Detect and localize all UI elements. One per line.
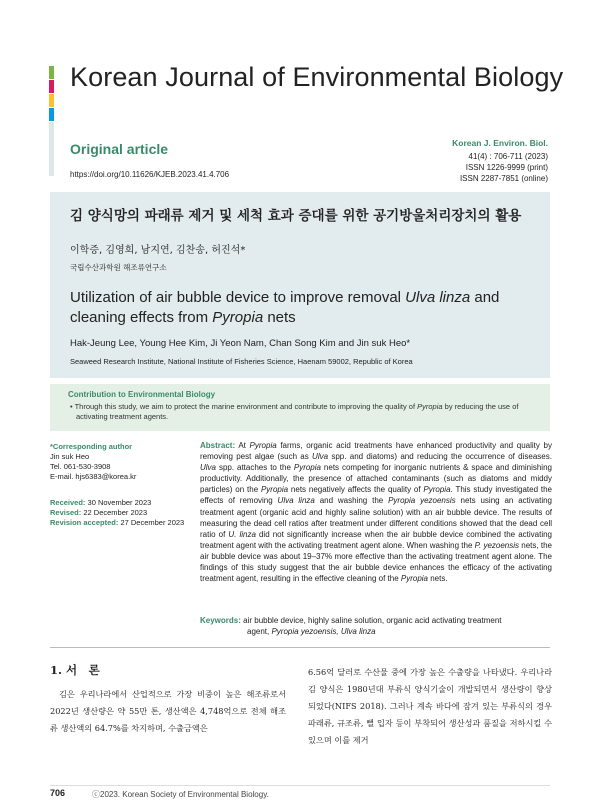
accent-bar-green bbox=[49, 66, 54, 79]
footer-divider bbox=[50, 785, 550, 786]
page-number: 706 bbox=[50, 788, 66, 798]
journal-info bbox=[452, 138, 548, 184]
abstract: Abstract: At Pyropia farms, organic acid treatments have enhanced productivity and quality by removing pest algae (such as Ulva spp. and diatoms) and reducing the occurrence of diseases. Ulva spp. attaches to the Pyropia nets competing for inorganic nutrients & space and diminishing productivity. Additionally, the presence of attached contaminants (such as diatoms and middy particles) on the Pyropia nets negatively affects the quality of Pyropia. This study investigated the effects of removing Ulva linza and washing the Pyropia yezoensis nets using an activating treatment agent (organic acid and highly saline solution) with an air bubble device. The results of measuring the dead cell ratios after treatment under different conditions showed that the dead cell ratio of U. linza did not significantly increase when the air bubble device combined the activating treatment agent with the activating treatment agent alone. When washing the P. yezoensis nets, the air bubble device was about 19–37% more effective than the activating treatment agent alone. The findings of this study suggest that the air bubble device enhances the efficacy of the activating treatment agent, resulting in the effective cleaning of the Pyropia nets. bbox=[200, 441, 552, 584]
revised-date: Revised: 22 December 2023 bbox=[50, 508, 148, 517]
corresponding-author-label: *Corresponding author bbox=[50, 442, 133, 451]
received-date: Received: 30 November 2023 bbox=[50, 498, 152, 507]
korean-authors: 이학증, 김영희, 남지연, 김찬송, 허진석* bbox=[70, 245, 246, 256]
english-authors: Hak-Jeung Lee, Young Hee Kim, Ji Yeon Nam, Chan Song Kim and Jin suk Heo* bbox=[70, 338, 411, 349]
copyright-notice: ⓒ2023. Korean Society of Environmental Biology. bbox=[92, 790, 269, 799]
korean-title: 김 양식망의 파래류 제거 및 세척 효과 증대를 위한 공기방울처리장치의 활용 bbox=[70, 208, 522, 224]
corresponding-author-tel: Tel. 061-530-3908 bbox=[50, 462, 111, 471]
article-type: Original article bbox=[70, 141, 169, 157]
english-affiliation: Seaweed Research Institute, National Institute of Fisheries Science, Haenam 59002, Republic of Korea bbox=[70, 357, 413, 366]
doi-link[interactable]: https://doi.org/10.11626/KJEB.2023.41.4.706 bbox=[70, 170, 230, 179]
journal-accent-bar bbox=[49, 66, 54, 176]
contribution-heading: Contribution to Environmental Biology bbox=[68, 390, 216, 399]
english-title: Utilization of air bubble device to improve removal Ulva linza and cleaning effects from Pyropia nets bbox=[70, 289, 500, 326]
accent-bar-yellow bbox=[49, 94, 54, 107]
korean-affiliation: 국립수산과학원 해조류연구소 bbox=[70, 263, 167, 272]
section-divider bbox=[50, 647, 550, 648]
journal-abbreviation: Korean J. Environ. Biol. bbox=[452, 138, 548, 148]
keywords: Keywords: air bubble device, highly saline solution, organic acid activating treatment agent, Pyropia yezoensis, Ulva linza bbox=[200, 616, 502, 636]
corresponding-author-email[interactable]: E-mail. hjs6383@korea.kr bbox=[50, 472, 137, 481]
section-heading-introduction: 1. 서 론 bbox=[50, 663, 100, 677]
corresponding-author-name: Jin suk Heo bbox=[50, 452, 90, 461]
article-sidebar bbox=[50, 442, 190, 528]
journal-title: Korean Journal of Environmental Biology bbox=[70, 62, 564, 92]
body-text-left: 김은 우리나라에서 산업적으로 가장 비중이 높은 해조류로서 2022년 생산량은 약 55만 톤, 생산액은 4,748억으로 전체 해조류 생산액의 64.7%를 차지하며, 수출금액은 bbox=[50, 689, 286, 733]
accent-bar-light bbox=[49, 122, 54, 176]
title-block bbox=[50, 192, 550, 378]
accepted-date: Revision accepted: 27 December 2023 bbox=[50, 518, 185, 527]
contribution-box bbox=[50, 384, 550, 431]
issn-print: ISSN 1226-9999 (print) bbox=[465, 163, 548, 172]
body-text-right: 6.56억 달러로 수산물 중에 가장 높은 수출량을 나타냈다. 우리나라 김 양식은 1980년대 부류식 양식기술이 개발되면서 생산량이 향상되었다(NIFS 2018). 그러나 계속 바다에 잠겨 있는 부류식의 경우 파래류, 규조류, 뻘 입자 등이 부착되어 생산성과 품질을 저하시킬 수 있으며 이를 제거 bbox=[308, 667, 552, 745]
contribution-text: • Through this study, we aim to protect the marine environment and contribute to improving the quality of Pyropia by reducing the use of activating treatment agents. bbox=[70, 402, 519, 421]
volume-pages: 41(4) : 706-711 (2023) bbox=[468, 152, 548, 161]
accent-bar-blue bbox=[49, 108, 54, 121]
accent-bar-magenta bbox=[49, 80, 54, 93]
issn-online: ISSN 2287-7851 (online) bbox=[459, 174, 548, 183]
